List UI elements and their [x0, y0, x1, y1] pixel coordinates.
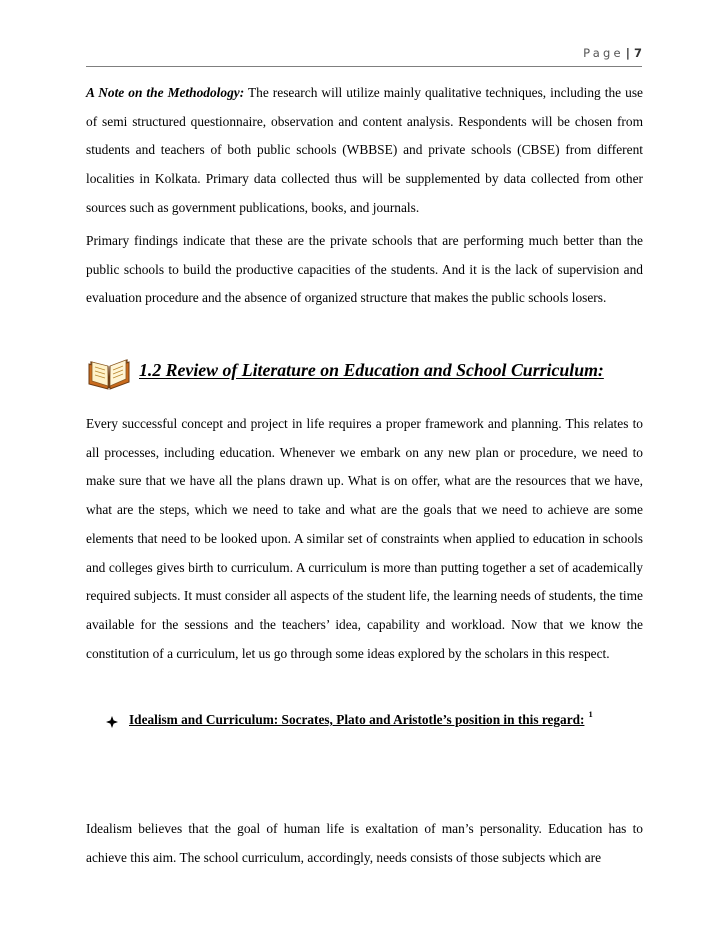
open-book-icon	[88, 350, 130, 390]
page-number: 7	[633, 46, 642, 60]
footnote-reference[interactable]: 1	[588, 709, 593, 719]
literature-paragraph: Every successful concept and project in life requires a proper framework and planning. This relates to all processes, including education. Whenever we embark on any new plan or procedure, we need to make sure that we have all the plans drawn up. What is on offer, what are the resources that we have, what are the steps, which we need to take and what are the goals that we need to achieve are some elements that need to be looked upon. A similar set of constraints when applied to education in schools and colleges gives birth to curriculum. A curriculum is more than putting together a set of academically required subjects. It must consider all aspects of the student life, the learning needs of students, the time available for the sessions and the teachers’ idea, capability and workload. Now that we know the constitution of a curriculum, let us go through some ideas explored by the scholars in this respect.	[86, 416, 643, 661]
methodology-text: The research will utilize mainly qualitative techniques, including the use of semi structured questionnaire, observation and content analysis. Respondents will be chosen from students and teachers of both public schools (WBBSE) and private schools (CBSE) from different localities in Kolkata. Primary data collected thus will be supplemented by data collected from other sources such as government publications, books, and journals.	[86, 85, 643, 215]
subsection-heading	[106, 709, 593, 728]
page-header	[583, 46, 642, 60]
idealism-paragraph: Idealism believes that the goal of human life is exaltation of man’s personality. Education has to achieve this aim. The school curriculum, accordingly, needs consists of those subjects which are	[86, 821, 643, 865]
methodology-lead: A Note on the Methodology:	[86, 85, 245, 100]
page-label: Page	[583, 46, 624, 60]
findings-paragraph: Primary findings indicate that these are the private schools that are performing much better than the public schools to build the productive capacities of the students. And it is the lack of supervision and evaluation procedure and the absence of organized structure that makes the public schools losers.	[86, 233, 643, 306]
subsection-title: Idealism and Curriculum: Socrates, Plato and Aristotle’s position in this regard:	[129, 712, 585, 727]
section-heading	[88, 350, 604, 390]
methodology-paragraph	[86, 79, 643, 223]
section-title: 1.2 Review of Literature on Education and School Curriculum:	[139, 359, 604, 380]
header-rule	[86, 66, 642, 67]
header-separator: |	[625, 46, 630, 60]
diamond-bullet-icon	[106, 716, 118, 728]
